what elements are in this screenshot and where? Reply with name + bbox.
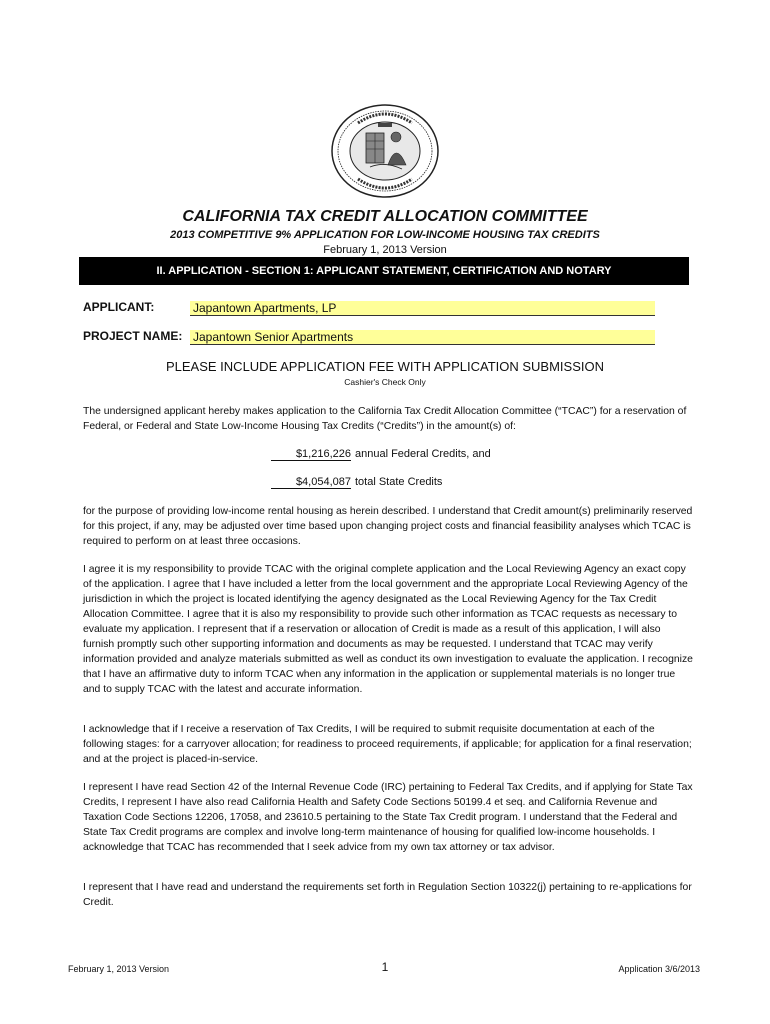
body-paragraph-reapplications: I represent that I have read and understand the requirements set forth in Regulation Section 10322(j) pertaining to re-applications for Credit.	[83, 882, 692, 908]
application-title: 2013 COMPETITIVE 9% APPLICATION FOR LOW-INCOME HOUSING TAX CREDITS	[170, 229, 600, 241]
state-credit-amount[interactable]: $4,054,087	[271, 476, 351, 489]
body-paragraph-responsibility: I agree it is my responsibility to provide TCAC with the original complete application and the Local Reviewing Agency an exact copy of the application. I agree that I have included a letter from the local government and the appropriate Local Reviewing Agency of the jurisdiction in which the project is located identifying the agency designated as the Local Reviewing Agency for the Tax Credit Allocation Committee. I agree that it is also my responsibility to provide such other information as TCAC requests as necessary to evaluate my application. I represent that if a reservation or allocation of Credit is made as a result of this application, I will also furnish promptly such other supporting information and documents as may be requested. I understand that TCAC may verify information provided and analyze materials submitted as well as conduct its own investigation to evaluate the application. I recognize that I have an affirmative duty to inform TCAC when any information in the application or supplemental materials is no longer true and to supply TCAC with the latest and accurate information.	[83, 564, 693, 695]
project-name-label: PROJECT NAME:	[83, 329, 183, 343]
intro-paragraph: The undersigned applicant hereby makes application to the California Tax Credit Allocation Committee (“TCAC”) for a reservation of Federal, or Federal and State Low-Income Housing Tax Credits (“Credits”) in the amount(s) of:	[83, 406, 687, 432]
applicant-label: APPLICANT:	[83, 300, 155, 314]
footer-version: February 1, 2013 Version	[68, 964, 170, 974]
body-paragraph-purpose: for the purpose of providing low-income rental housing as herein described. I understand that Credit amount(s) preliminarily reserved for this project, if any, may be adjusted over time based upon changing project costs and financial feasibility analyses which TCAC is required to perform on at least three occasions.	[83, 506, 693, 547]
footer-application-date: Application 3/6/2013	[618, 964, 700, 974]
section-header-bar	[79, 257, 689, 285]
body-paragraph-represent-irc: I represent I have read Section 42 of the Internal Revenue Code (IRC) pertaining to Federal Tax Credits, and if applying for State Tax Credits, I represent I have also read California Health and Safety Code Sections 50199.4 et seq. and California Revenue and Taxation Code Sections 12206, 17058, and 23610.5 pertaining to the State Tax Credit program. I understand that the Federal and State Tax Credit programs are complex and involve long-term maintenance of housing for qualified low-income households. I acknowledge that TCAC has recommended that I seek advice from my own tax attorney or tax advisor.	[83, 782, 693, 853]
state-treasurer-seal	[330, 103, 440, 199]
federal-credit-amount[interactable]: $1,216,226	[271, 448, 351, 461]
state-credit-line	[271, 476, 442, 489]
fee-notice-subtext: Cashier's Check Only	[344, 377, 426, 387]
version-line: February 1, 2013 Version	[323, 244, 447, 256]
applicant-field[interactable]: Japantown Apartments, LP	[190, 301, 655, 316]
project-name-field[interactable]: Japantown Senior Apartments	[190, 330, 655, 345]
federal-credit-desc: annual Federal Credits, and	[355, 448, 491, 460]
state-credit-desc: total State Credits	[355, 476, 443, 488]
federal-credit-line	[271, 448, 491, 461]
committee-title: CALIFORNIA TAX CREDIT ALLOCATION COMMITTEE	[182, 208, 588, 225]
fee-notice: PLEASE INCLUDE APPLICATION FEE WITH APPLICATION SUBMISSION	[165, 359, 604, 374]
section-header-text: II. APPLICATION - SECTION 1: APPLICANT STATEMENT, CERTIFICATION AND NOTARY	[156, 265, 612, 277]
body-paragraph-acknowledge: I acknowledge that if I receive a reservation of Tax Credits, I will be required to submit requisite documentation at each of the following stages: for a carryover allocation; for readiness to proceed requirements, if applicable; for application for a final reservation; and at the project is placed-in-service.	[83, 724, 692, 765]
page-number: 1	[381, 960, 389, 974]
